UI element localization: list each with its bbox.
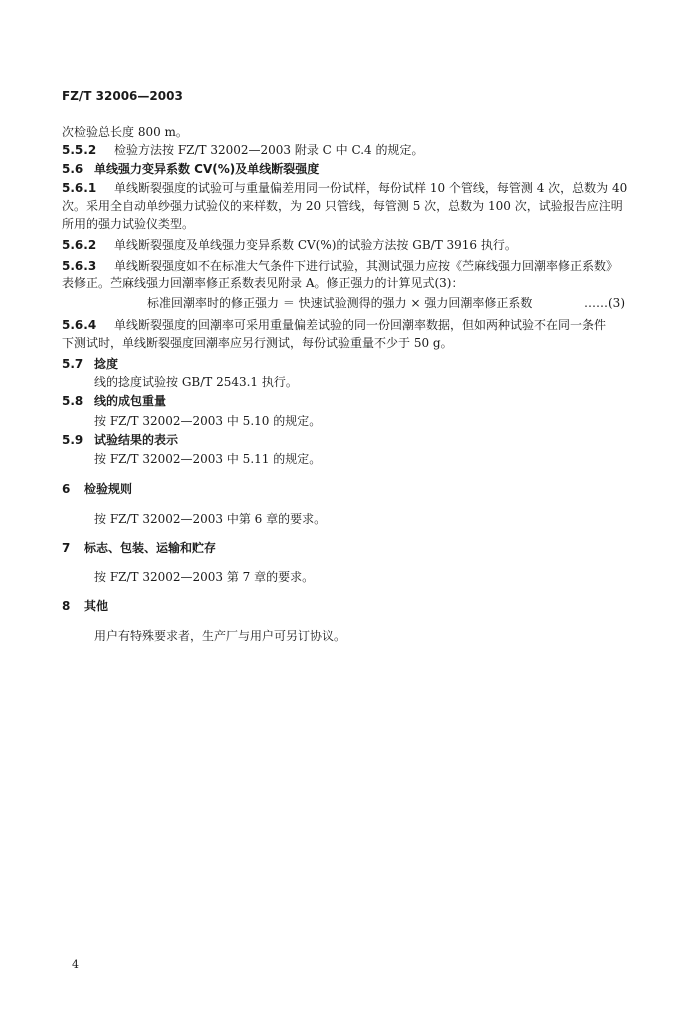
clause-heading-text: 捻度 [94,357,119,371]
formula-3: 标准回潮率时的修正强力 ＝ 快速试验测得的强力 × 强力回潮率修正系数 [147,296,533,310]
clause-text: 单线断裂强度的回潮率可采用重量偏差试验的同一份回潮率数据，但如两种试验不在同一条件 [114,318,607,332]
chapter-6-heading [62,482,132,496]
chapter-number: 6 [62,482,71,496]
text-line: 用户有特殊要求者，生产厂与用户可另订协议。 [94,629,347,643]
text-line: 次。采用全自动单纱强力试验仪的来样数，为 20 只管线，每管测 5 次，总数为 100 次，试验报告应注明 [62,199,623,213]
text-line: 下测试时，单线断裂强度回潮率应另行测试，每份试验重量不少于 50 g。 [62,336,453,350]
clause-number: 5.8 [62,394,84,408]
chapter-8-heading [62,599,108,613]
clause-5-9-heading [62,433,178,447]
chapter-heading-text: 标志、包装、运输和贮存 [84,541,217,555]
text-line: 表修正。苎麻线强力回潮率修正系数表见附录 A。修正强力的计算见式(3)： [62,276,464,290]
text-line: 按 FZ/T 32002—2003 中第 6 章的要求。 [94,512,327,526]
clause-5-5-2 [62,143,424,157]
clause-heading-text: 线的成包重量 [94,394,167,408]
clause-text: 检验方法按 FZ/T 32002—2003 附录 C 中 C.4 的规定。 [114,143,424,157]
clause-5-6-4 [62,318,606,332]
clause-number: 5.6.3 [62,259,97,273]
clause-number: 5.6.2 [62,238,97,252]
chapter-number: 7 [62,541,71,555]
chapter-number: 8 [62,599,71,613]
text-line: 按 FZ/T 32002—2003 中 5.10 的规定。 [94,414,322,428]
clause-5-6-3 [62,259,618,273]
text-line: 线的捻度试验按 GB/T 2543.1 执行。 [94,375,298,389]
text-line: 所用的强力试验仪类型。 [62,217,195,231]
standard-number-header: FZ/T 32006—2003 [62,89,183,103]
clause-5-6-heading [62,162,319,176]
clause-number: 5.6 [62,162,84,176]
text-line: 按 FZ/T 32002—2003 第 7 章的要求。 [94,570,315,584]
clause-5-6-1 [62,181,627,195]
chapter-7-heading [62,541,216,555]
clause-number: 5.7 [62,357,84,371]
text-line: 按 FZ/T 32002—2003 中 5.11 的规定。 [94,452,322,466]
clause-5-7-heading [62,357,118,371]
clause-number: 5.6.1 [62,181,97,195]
clause-5-6-2 [62,238,517,252]
chapter-heading-text: 其他 [84,599,109,613]
text-line: 次检验总长度 800 m。 [62,125,188,139]
clause-5-8-heading [62,394,166,408]
clause-number: 5.9 [62,433,84,447]
clause-text: 单线断裂强度及单线强力变异系数 CV(%)的试验方法按 GB/T 3916 执行。 [114,238,517,252]
equation-number: ……(3) [584,296,625,310]
clause-text: 单线断裂强度的试验可与重量偏差用同一份试样，每份试样 10 个管线，每管测 4 次，总数为 40 [114,181,628,195]
clause-heading-text: 试验结果的表示 [94,433,179,447]
clause-number: 5.5.2 [62,143,97,157]
chapter-heading-text: 检验规则 [84,482,133,496]
clause-text: 单线断裂强度如不在标准大气条件下进行试验，其测试强力应按《苎麻线强力回潮率修正系数》 [114,259,619,273]
clause-number: 5.6.4 [62,318,97,332]
clause-heading-text: 单线强力变异系数 CV(%)及单线断裂强度 [94,162,320,176]
page-number: 4 [72,958,79,971]
